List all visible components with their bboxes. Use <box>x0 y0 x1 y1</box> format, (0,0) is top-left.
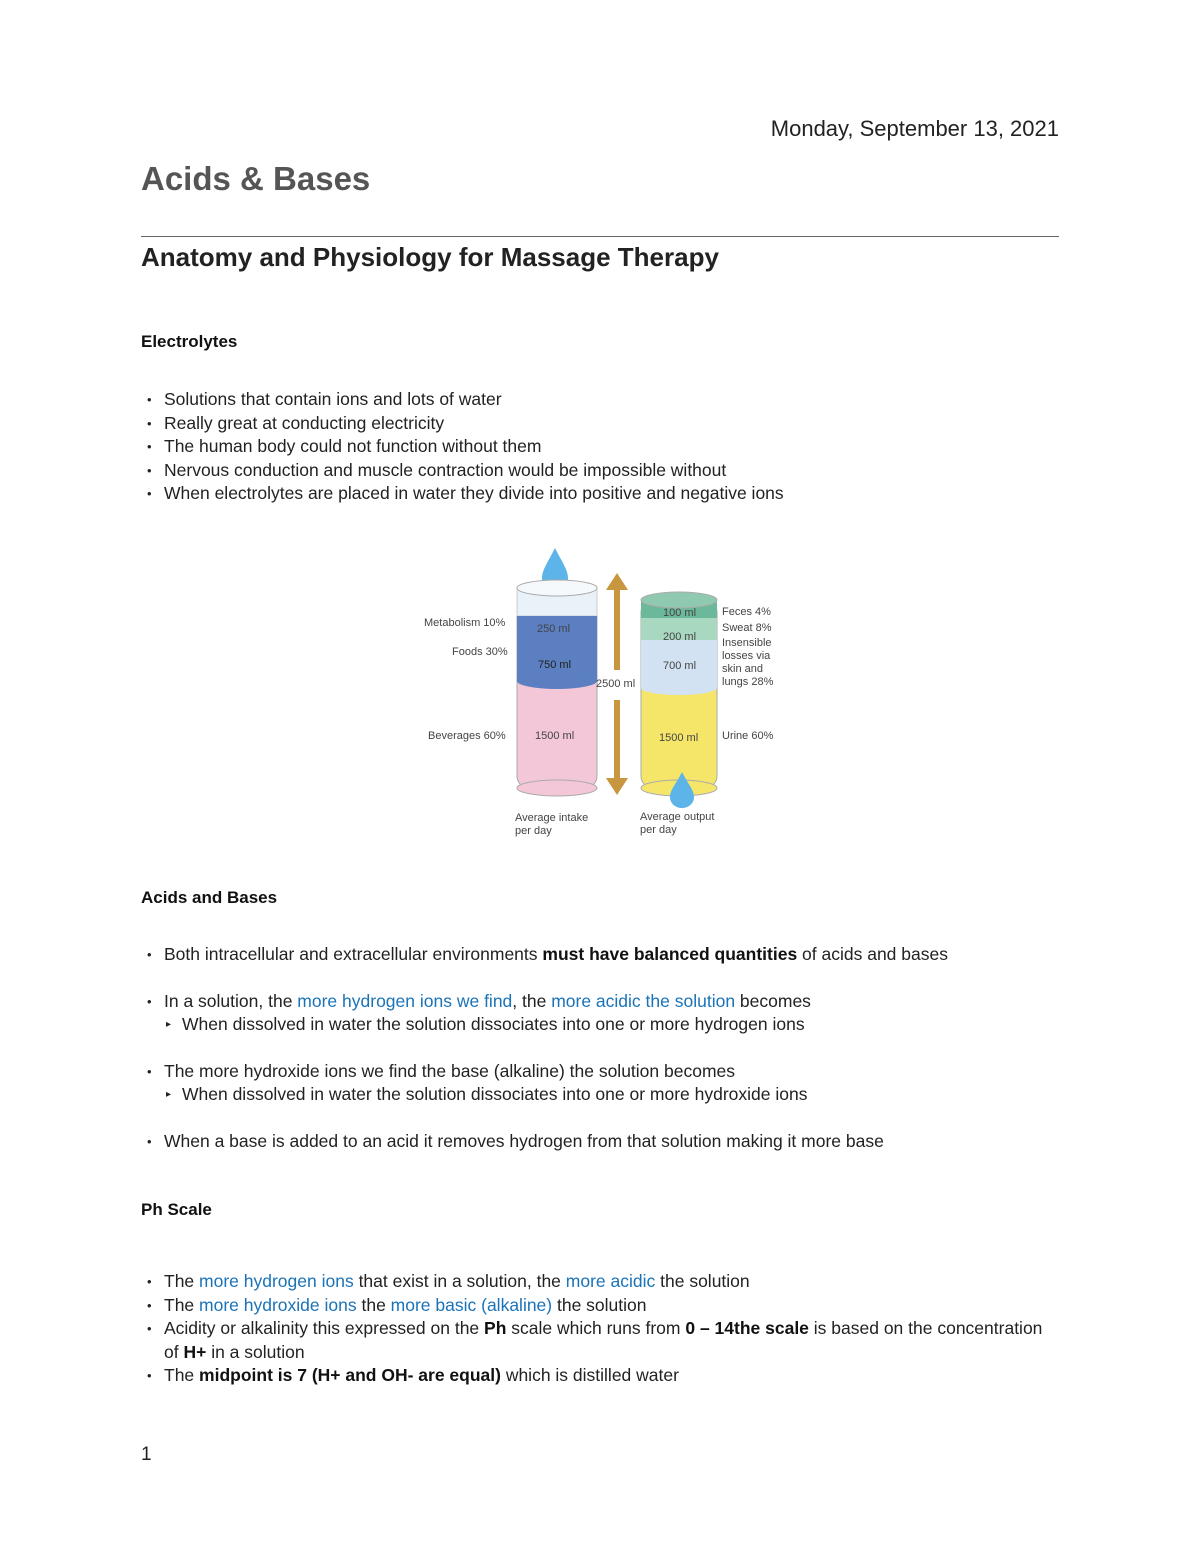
intake-value-foods: 750 ml <box>538 659 572 671</box>
intake-value-beverages: 1500 ml <box>535 730 575 742</box>
water-balance-figure <box>420 540 780 850</box>
output-label-urine: Urine 60% <box>722 730 774 742</box>
output-cylinder <box>641 592 717 796</box>
list-item: • When a base is added to an acid it removes hydrogen from that solution making it more base <box>141 1130 948 1154</box>
list-item: • In a solution, the more hydrogen ions we find, the more acidic the solution becomes <box>141 990 948 1014</box>
output-caption-line2: per day <box>640 824 677 836</box>
list-item: • Solutions that contain ions and lots of water <box>141 388 784 412</box>
document-subtitle: Anatomy and Physiology for Massage Therapy <box>141 242 719 272</box>
intake-cylinder <box>517 580 597 796</box>
section-heading-ph-scale: Ph Scale <box>141 1200 212 1219</box>
sub-list-item: ▸ When dissolved in water the solution dissociates into one or more hydroxide ions <box>141 1083 948 1107</box>
intake-label-foods: Foods 30% <box>452 646 508 658</box>
title-divider <box>141 236 1059 237</box>
intake-value-metabolism: 250 ml <box>537 623 571 635</box>
ph-scale-list <box>141 1270 1061 1388</box>
list-item: • The more hydroxide ions the more basic (alkaline) the solution <box>141 1294 1061 1318</box>
total-volume-label: 2500 ml <box>596 678 636 690</box>
output-value-feces: 100 ml <box>663 607 697 619</box>
intake-label-beverages: Beverages 60% <box>428 730 506 742</box>
acids-bases-list <box>141 943 948 1153</box>
list-item: • When electrolytes are placed in water they divide into positive and negative ions <box>141 482 784 506</box>
output-label-insensible-2: losses via <box>722 650 771 662</box>
page-number: 1 <box>141 1444 152 1465</box>
list-item: • Acidity or alkalinity this expressed on the Ph scale which runs from 0 – 14the scale is based on the concentration of H+ in a solution <box>141 1317 1061 1364</box>
output-caption-line1: Average output <box>640 811 715 823</box>
section-heading-acids-bases: Acids and Bases <box>141 888 278 907</box>
output-value-insensible: 700 ml <box>663 660 697 672</box>
intake-caption-line1: Average intake <box>515 812 589 824</box>
output-label-feces: Feces 4% <box>722 606 771 618</box>
list-item: • The more hydroxide ions we find the base (alkaline) the solution becomes <box>141 1060 948 1084</box>
list-item: • The midpoint is 7 (H+ and OH- are equal) which is distilled water <box>141 1364 1061 1388</box>
list-item: • Both intracellular and extracellular environments must have balanced quantities of acids and bases <box>141 943 948 967</box>
list-item: • The more hydrogen ions that exist in a solution, the more acidic the solution <box>141 1270 1061 1294</box>
intake-label-metabolism: Metabolism 10% <box>424 617 506 629</box>
intake-caption-line2: per day <box>515 825 552 837</box>
output-label-sweat: Sweat 8% <box>722 622 772 634</box>
sub-list-item: ▸ When dissolved in water the solution dissociates into one or more hydrogen ions <box>141 1013 948 1037</box>
output-value-urine: 1500 ml <box>659 732 699 744</box>
document-date: Monday, September 13, 2021 <box>770 116 1059 141</box>
list-item: • Really great at conducting electricity <box>141 412 784 436</box>
output-label-insensible-3: skin and <box>722 663 763 675</box>
output-label-insensible-1: Insensible <box>722 637 772 649</box>
list-item: • Nervous conduction and muscle contraction would be impossible without <box>141 459 784 483</box>
output-value-sweat: 200 ml <box>663 631 697 643</box>
document-title: Acids & Bases <box>141 160 371 197</box>
electrolytes-list <box>141 388 784 506</box>
section-heading-electrolytes: Electrolytes <box>141 332 238 351</box>
output-label-insensible-4: lungs 28% <box>722 676 774 688</box>
list-item: • The human body could not function without them <box>141 435 784 459</box>
